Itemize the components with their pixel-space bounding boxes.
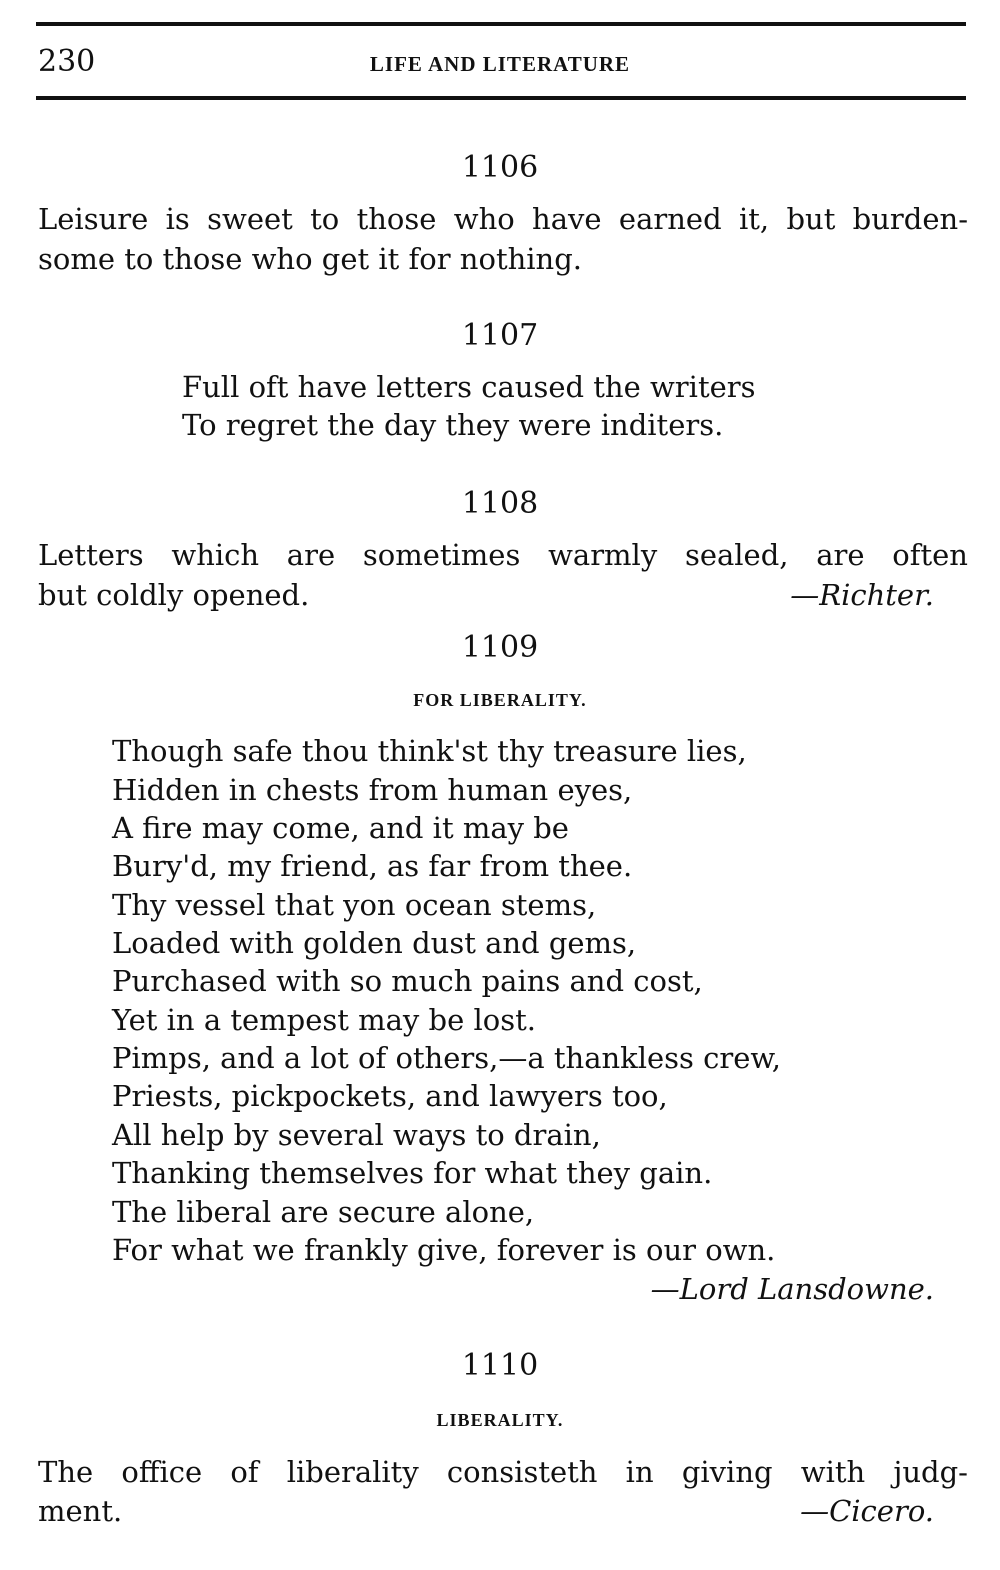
verse-line: Thanking themselves for what they gain.: [112, 1156, 713, 1190]
text-line: ment.: [38, 1494, 123, 1528]
verse-line: Bury'd, my friend, as far from thee.: [112, 849, 633, 883]
verse-line: A fire may come, and it may be: [112, 811, 569, 845]
header-rule-bottom: [36, 96, 966, 100]
text-line: some to those who get it for nothing.: [38, 242, 583, 276]
verse-line: Priests, pickpockets, and lawyers too,: [112, 1079, 668, 1113]
text-line: Letters which are sometimes warmly sealed, are often: [38, 538, 968, 572]
verse-line: Pimps, and a lot of others,—a thankless crew,: [112, 1041, 782, 1075]
entry-number-1109: 1109: [461, 630, 539, 665]
entry-number-1110: 1110: [461, 1348, 539, 1383]
verse-line: Purchased with so much pains and cost,: [112, 964, 703, 998]
verse-line: Though safe thou think'st thy treasure lies,: [112, 734, 747, 768]
entry-number-1108: 1108: [461, 486, 539, 521]
verse-line: Hidden in chests from human eyes,: [112, 773, 633, 807]
attribution-lansdowne: —Lord Lansdowne.: [650, 1272, 934, 1306]
verse-line: All help by several ways to drain,: [112, 1118, 601, 1152]
entry-number-1106: 1106: [461, 150, 539, 185]
attribution-richter: —Richter.: [790, 578, 934, 612]
entry-number-1107: 1107: [461, 318, 539, 353]
text-line: The office of liberality consisteth in giving with judg-: [38, 1455, 968, 1489]
text-line: but coldly opened.: [38, 578, 310, 612]
running-title: LIFE AND LITERATURE: [369, 52, 631, 76]
page-number: 230: [38, 44, 96, 79]
verse-line: Yet in a tempest may be lost.: [112, 1003, 536, 1037]
entry-heading-1109: FOR LIBERALITY.: [413, 690, 587, 710]
verse-line: The liberal are secure alone,: [112, 1195, 535, 1229]
entry-heading-1110: LIBERALITY.: [436, 1410, 564, 1430]
verse-line: Full oft have letters caused the writers: [182, 370, 756, 404]
attribution-cicero: —Cicero.: [800, 1494, 934, 1528]
verse-line: For what we frankly give, forever is our own.: [112, 1233, 776, 1267]
text-line: Leisure is sweet to those who have earned it, but burden-: [38, 202, 968, 236]
header-rule-top: [36, 22, 966, 26]
verse-line: To regret the day they were inditers.: [182, 408, 724, 442]
verse-line: Loaded with golden dust and gems,: [112, 926, 637, 960]
verse-line: Thy vessel that yon ocean stems,: [112, 888, 597, 922]
